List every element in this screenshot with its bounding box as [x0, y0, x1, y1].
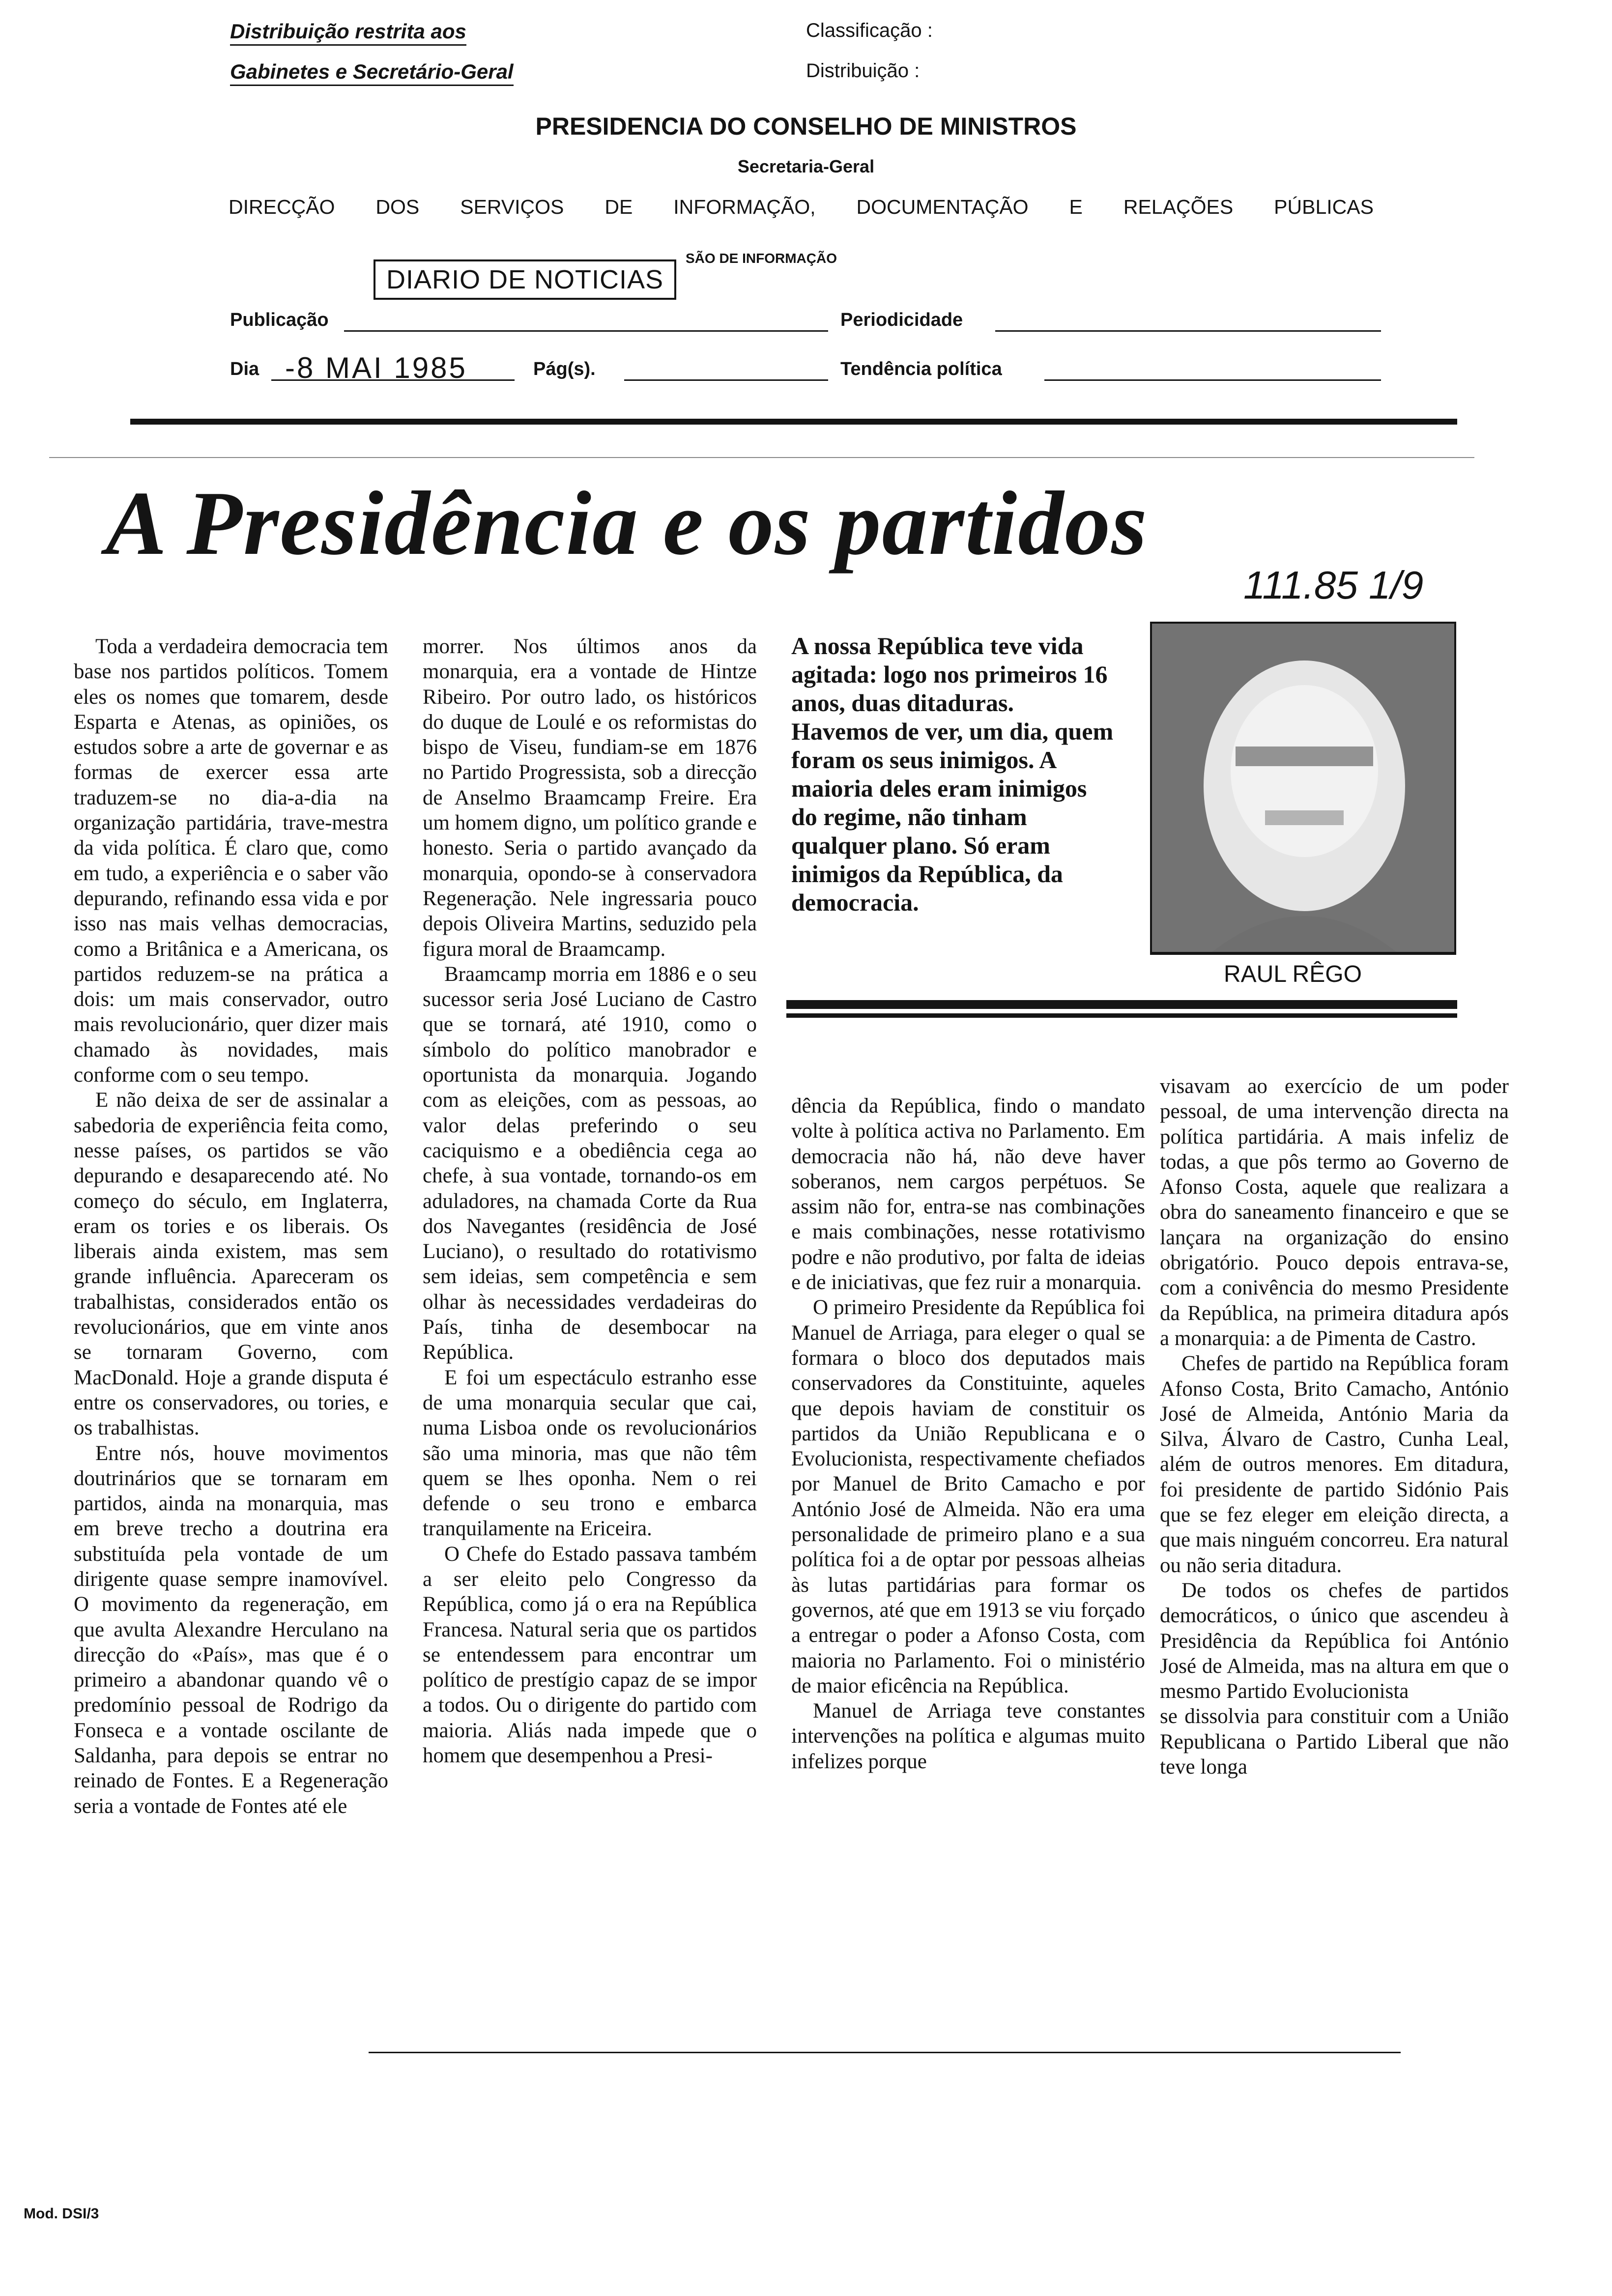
tendencia-line [1044, 379, 1381, 381]
tendencia-label: Tendência política [840, 359, 1002, 379]
paragraph: Toda a verdadeira democracia tem base nos partidos políticos. Tomem eles os nomes que tomarem, desde Esparta e Atenas, as opiniões, os estudos sobre a arte de governar e as formas de exercer essa arte traduzem-se no dia-a-dia na organização partidária, trave-mestra da vida política. É claro que, como em tudo, a experiência e o saber vão depurando, refinando essa vida e por isso nas mais velhas democracias, como a Britânica e a Americana, os partidos reduzem-se na prática a dois: um mais conservador, outro mais revolucionário, quer dizer mais chamado às novidades, mais conforme com o seu tempo. [74, 635, 388, 1087]
classificacao-label: Classificação : [806, 20, 933, 41]
division-label: SÃO DE INFORMAÇÃO [686, 251, 837, 266]
separator-thin [786, 1013, 1457, 1018]
paragraph: O primeiro Presidente da República foi Manuel de Arriaga, para eleger o qual se formara o bloco dos deputados mais conservadores da Constituinte, aqueles que depois haviam de constituir os partidos da União Republicana e o Evolucionista, respectivamente chefiados por Manuel de Brito Camacho e por António José de Almeida. Não era uma personalidade de primeiro plano e a sua política foi a de optar por pessoas alheias às lutas partidárias para formar os governos, até que em 1913 se viu forçado a entregar o poder a Afonso Costa, com maioria no Parlamento. Foi o ministério de maior eficência na República. [791, 1296, 1145, 1697]
paragraph: Braamcamp morria em 1886 e o seu sucessor seria José Luciano de Castro que se tornará, até 1910, como o símbolo do político manobrador e oportunista da monarquia. Jogando com as eleições, com as pessoas, ao valor delas preferindo o seu caciquismo e a obediência cega ao chefe, à sua vontade, tornando-os em aduladores, na chamada Corte da Rua dos Navegantes (residência de José Luciano), o resultado do rotativismo sem ideias, sem competência e sem olhar às necessidades verdadeiras do País, tinha de desembocar na República. [423, 962, 757, 1364]
office-subtitle: Secretaria-Geral [737, 156, 875, 176]
top-rule [130, 419, 1457, 425]
periodicidade-line [995, 330, 1381, 332]
department-word: PÚBLICAS [1274, 196, 1374, 218]
publicacao-label: Publicação [230, 310, 329, 330]
distribution-line-2: Gabinetes e Secretário-Geral [230, 60, 514, 86]
paragraph: E foi um espectáculo estranho esse de uma monarquia secular que cai, numa Lisboa onde os revolucionários são uma minoria, mas que não têm quem se lhes oponha. Nem o rei defende o seu trono e embarca tranquilamente na Ericeira. [423, 1366, 757, 1541]
paragraph: Entre nós, houve movimentos doutrinários que se tornaram em partidos, ainda na monarquia, mas em breve trecho a doutrina era substituída pela vontade de um dirigente quase sempre inamovível. O movimento da regeneração, em que avulta Alexandre Herculano na direcção do «País», mas que é o primeiro a abandonar quando vê o predomínio pessoal de Rodrigo da Fonseca e a vontade oscilante de Saldanha, para depois se entrar no reinado de Fontes. E a Regeneração seria a vontade de Fontes até ele [74, 1441, 388, 1818]
paragraph: morrer. Nos últimos anos da monarquia, era a vontade de Hintze Ribeiro. Por outro lado, os históricos do duque de Loulé e os reformistas do bispo de Viseu, fundiam-se em 1876 no Partido Progressista, sob a direcção de Anselmo Braamcamp Freire. Era um homem digno, um político grande e honesto. Seria o partido avançado da monarquia, opondo-se à conservadora Regeneração. Nele ingressaria pouco depois Oliveira Martins, seduzido pela figura moral de Braamcamp. [423, 635, 757, 961]
office-title: PRESIDENCIA DO CONSELHO DE MINISTROS [535, 113, 1077, 140]
form-code: Mod. DSI/3 [24, 2206, 99, 2222]
pags-line [624, 379, 828, 381]
paragraph: De todos os chefes de partidos democráticos, o único que ascendeu à Presidência da República foi António José de Almeida, mas na altura em que o mesmo Partido Evolucionista [1160, 1578, 1509, 1703]
department-line [229, 196, 1374, 219]
byline: RAUL RÊGO [1224, 961, 1362, 987]
paragraph: se dissolvia para constituir com a União Republicana o Partido Liberal que não teve longa [1160, 1705, 1509, 1779]
article-column-3 [791, 1093, 1145, 1774]
paragraph: O Chefe do Estado passava também a ser eleito pelo Congresso da República, como já o era na República Francesa. Natural seria que os partidos se entendessem para encontrar um político de prestígio capaz de se impor a todos. Ou o dirigente do partido com maioria. Aliás nada impede que o homem que desempenhou a Presi- [423, 1542, 757, 1768]
handwritten-note: 111.85 1/9 [1243, 563, 1424, 607]
paragraph: Manuel de Arriaga teve constantes intervenções na política e algumas muito infelizes porque [791, 1699, 1145, 1773]
separator-thick [786, 1000, 1457, 1009]
pags-label: Pág(s). [533, 359, 596, 379]
distribuicao-label: Distribuição : [806, 60, 920, 82]
department-word: DE [604, 196, 633, 218]
article-column-4 [1160, 1074, 1509, 1779]
department-word: DIRECÇÃO [229, 196, 335, 218]
article-headline: A Presidência e os partidos [106, 473, 1148, 574]
author-photo [1150, 622, 1456, 955]
photo-caption-rule [1150, 952, 1455, 954]
dia-label: Dia [230, 359, 259, 379]
department-word: DOS [375, 196, 420, 218]
periodicidade-label: Periodicidade [840, 310, 963, 330]
article-column-1 [74, 634, 388, 1819]
department-word: E [1069, 196, 1083, 218]
pull-quote: A nossa República teve vida agitada: logo nos primeiros 16 anos, duas ditaduras. Havemos de ver, um dia, quem foram os seus inimigos. A maioria deles eram inimigos do regime, não tinham qualquer plano. Só eram inimigos da República, da democracia. [791, 632, 1114, 916]
publicacao-line [344, 330, 828, 332]
paragraph: dência da República, findo o mandato volte à política activa no Parlamento. Em democracia não há, não deve haver soberanos, nem cargos perpétuos. Se assim não for, entra-se nas combinações e mais combinações, nesse rotativismo podre e não produtivo, por falta de ideias e de iniciativas, que fez ruir a monarquia. [791, 1094, 1145, 1294]
department-word: INFORMAÇÃO, [673, 196, 816, 218]
bottom-rule [369, 2052, 1401, 2053]
clip-edge-line [49, 457, 1474, 458]
publication-stamp: DIARIO DE NOTICIAS [374, 259, 676, 300]
paragraph: visavam ao exercício de um poder pessoal, de uma intervenção directa na política partidária. A mais infeliz de todas, a que pôs termo ao Governo de Afonso Costa, aquele que realizara a obra do saneamento financeiro e que se lançara na organização do ensino obrigatório. Pouco depois entrava-se, com a conivência do mesmo Presidente da República, na primeira ditadura após a monarquia: a de Pimenta de Castro. [1160, 1075, 1509, 1350]
department-word: RELAÇÕES [1123, 196, 1234, 218]
department-word: DOCUMENTAÇÃO [856, 196, 1029, 218]
dia-value: -8 MAI 1985 [285, 351, 467, 384]
article-column-2 [423, 634, 757, 1768]
department-word: SERVIÇOS [460, 196, 564, 218]
paragraph: Chefes de partido na República foram Afonso Costa, Brito Camacho, António José de Almeida, António Maria da Silva, Álvaro de Castro, Cunha Leal, além de outros menores. Em ditadura, foi presidente de partido Sidónio Pais que se fez eleger em eleição directa, a que mais ninguém concorreu. Era natural ou não seria ditadura. [1160, 1352, 1509, 1577]
distribution-line-1: Distribuição restrita aos [230, 20, 466, 46]
portrait-image [1152, 624, 1454, 953]
paragraph: E não deixa de ser de assinalar a sabedoria de experiência feita como, nesse países, os partidos se vão depurando e desaparecendo até. No começo do século, em Inglaterra, eram os tories e os liberais. Os liberais ainda existem, mas sem grande influência. Apareceram os trabalhistas, considerados então os revolucionários, que em vinte anos se tornaram Governo, com MacDonald. Hoje a grande disputa é entre os conservadores, ou tories, e os trabalhistas. [74, 1089, 388, 1440]
